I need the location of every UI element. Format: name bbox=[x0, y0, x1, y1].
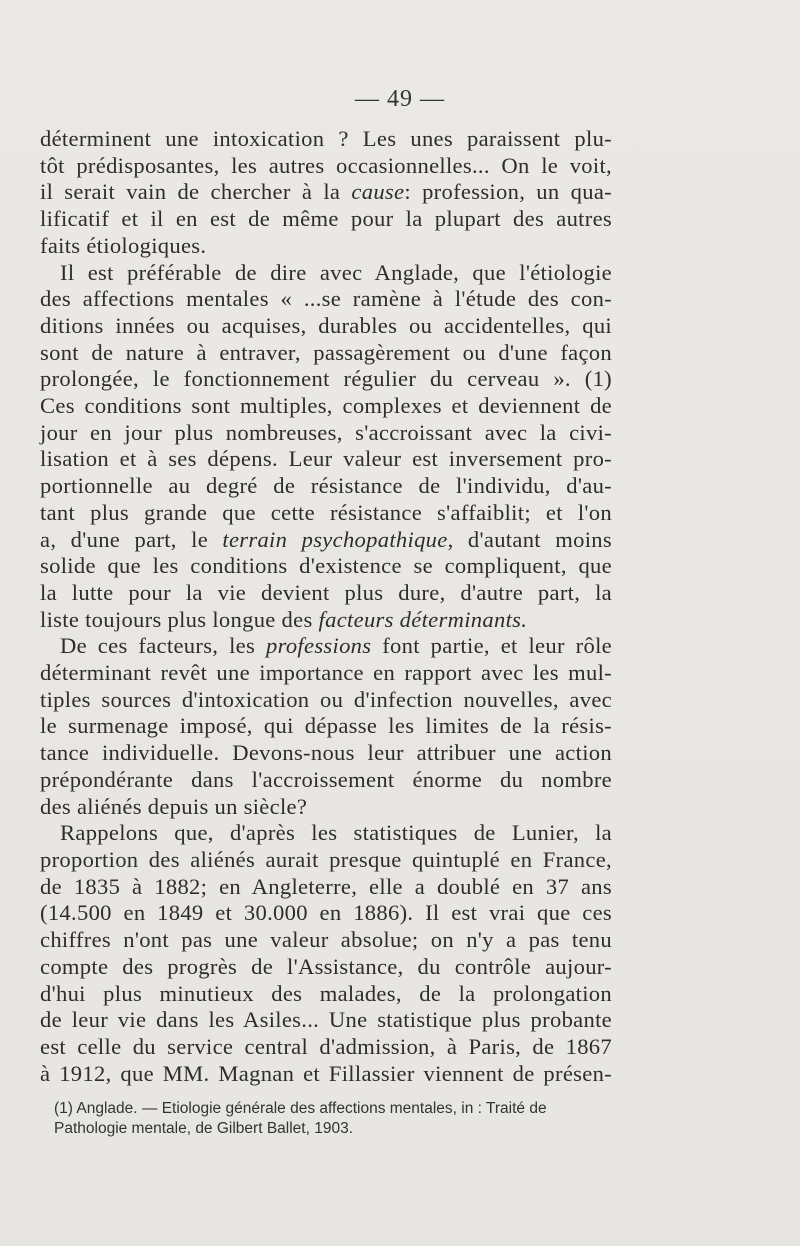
body-text bbox=[40, 126, 612, 1087]
text-line: chiffres n'ont pas une valeur absolue; on n'y a pas tenu bbox=[40, 927, 612, 953]
text-line: des aliénés depuis un siècle? bbox=[40, 793, 308, 819]
text-line: prolongée, le fonctionnement régulier du cerveau ». (1) bbox=[40, 366, 612, 392]
text-fragment: il serait vain de chercher à la bbox=[40, 179, 352, 205]
text-line: sont de nature à entraver, passagèrement ou d'une façon bbox=[40, 339, 612, 365]
text-line: portionnelle au degré de résistance de l'individu, d'au- bbox=[40, 473, 612, 499]
text-line: prépondérante dans l'accroissement énorme du nombre bbox=[40, 766, 612, 792]
text-line: d'hui plus minutieux des malades, de la prolongation bbox=[40, 980, 612, 1006]
text-line: déterminant revêt une importance en rapport avec les mul- bbox=[40, 660, 612, 686]
text-line: de 1835 à 1882; en Angleterre, elle a doublé en 37 ans bbox=[40, 873, 612, 899]
text-line bbox=[40, 633, 612, 660]
text-line bbox=[40, 607, 612, 634]
text-line: Il est préférable de dire avec Anglade, que l'étiologie bbox=[60, 259, 612, 285]
footnote bbox=[54, 1099, 614, 1139]
paragraph-4 bbox=[40, 820, 612, 1087]
italic-term-professions: professions bbox=[265, 633, 372, 659]
page-number: — 49 — bbox=[355, 86, 445, 112]
text-fragment: font partie, et leur rôle bbox=[371, 633, 612, 659]
footnote-line: (1) Anglade. — Etiologie générale des affections mentales, in : Traité de bbox=[54, 1100, 547, 1117]
text-line: tance individuelle. Devons-nous leur attribuer une action bbox=[40, 740, 612, 766]
text-line: de leur vie dans les Asiles... Une statistique plus probante bbox=[40, 1007, 612, 1033]
paragraph-2 bbox=[40, 260, 612, 634]
text-fragment: a, d'une part, le bbox=[40, 526, 223, 552]
text-line: ditions innées ou acquises, durables ou accidentelles, qui bbox=[40, 312, 612, 338]
text-line: est celle du service central d'admission, à Paris, de 1867 bbox=[40, 1033, 612, 1059]
text-line: proportion des aliénés aurait presque quintuplé en France, bbox=[40, 846, 612, 872]
text-line: compte des progrès de l'Assistance, du contrôle aujour- bbox=[40, 953, 612, 979]
italic-term-terrain: terrain psychopathique bbox=[222, 526, 448, 552]
text-line: Rappelons que, d'après les statistiques de Lunier, la bbox=[60, 820, 612, 846]
text-line: jour en jour plus nombreuses, s'accroissant avec la civi- bbox=[40, 419, 612, 445]
text-line: faits étiologiques. bbox=[40, 232, 207, 258]
text-line: tant plus grande que cette résistance s'affaiblit; et l'on bbox=[40, 499, 612, 525]
italic-term-cause: cause bbox=[351, 179, 405, 205]
text-line: la lutte pour la vie devient plus dure, d'autre part, la bbox=[40, 579, 612, 605]
text-line: déterminent une intoxication ? Les unes paraissent plu- bbox=[40, 126, 612, 151]
text-fragment: , d'autant moins bbox=[447, 526, 612, 552]
paragraph-1 bbox=[40, 126, 612, 260]
text-line: à 1912, que MM. Magnan et Fillassier viennent de présen- bbox=[40, 1060, 612, 1086]
text-line: tôt prédisposantes, les autres occasionnelles... On le voit, bbox=[40, 152, 612, 178]
footnote-line: Pathologie mentale, de Gilbert Ballet, 1903. bbox=[54, 1120, 353, 1137]
text-line: tiples sources d'intoxication ou d'infection nouvelles, avec bbox=[40, 686, 612, 712]
text-fragment: : profession, un qua- bbox=[404, 179, 612, 205]
text-line bbox=[40, 179, 612, 206]
text-line: lisation et à ses dépens. Leur valeur est inversement pro- bbox=[40, 446, 612, 472]
italic-term-facteurs: facteurs déterminants. bbox=[318, 606, 528, 632]
text-fragment: liste toujours plus longue des bbox=[40, 606, 319, 632]
text-line: lificatif et il en est de même pour la plupart des autres bbox=[40, 206, 612, 232]
text-fragment: De ces facteurs, les bbox=[60, 633, 266, 659]
paragraph-3 bbox=[40, 633, 612, 820]
text-line: des affections mentales « ...se ramène à l'étude des con- bbox=[40, 286, 612, 312]
text-line: le surmenage imposé, qui dépasse les limites de la résis- bbox=[40, 713, 612, 739]
text-line bbox=[40, 527, 612, 554]
text-line: (14.500 en 1849 et 30.000 en 1886). Il est vrai que ces bbox=[40, 900, 612, 926]
text-line: solide que les conditions d'existence se compliquent, que bbox=[40, 553, 612, 579]
text-line: Ces conditions sont multiples, complexes et deviennent de bbox=[40, 393, 612, 419]
